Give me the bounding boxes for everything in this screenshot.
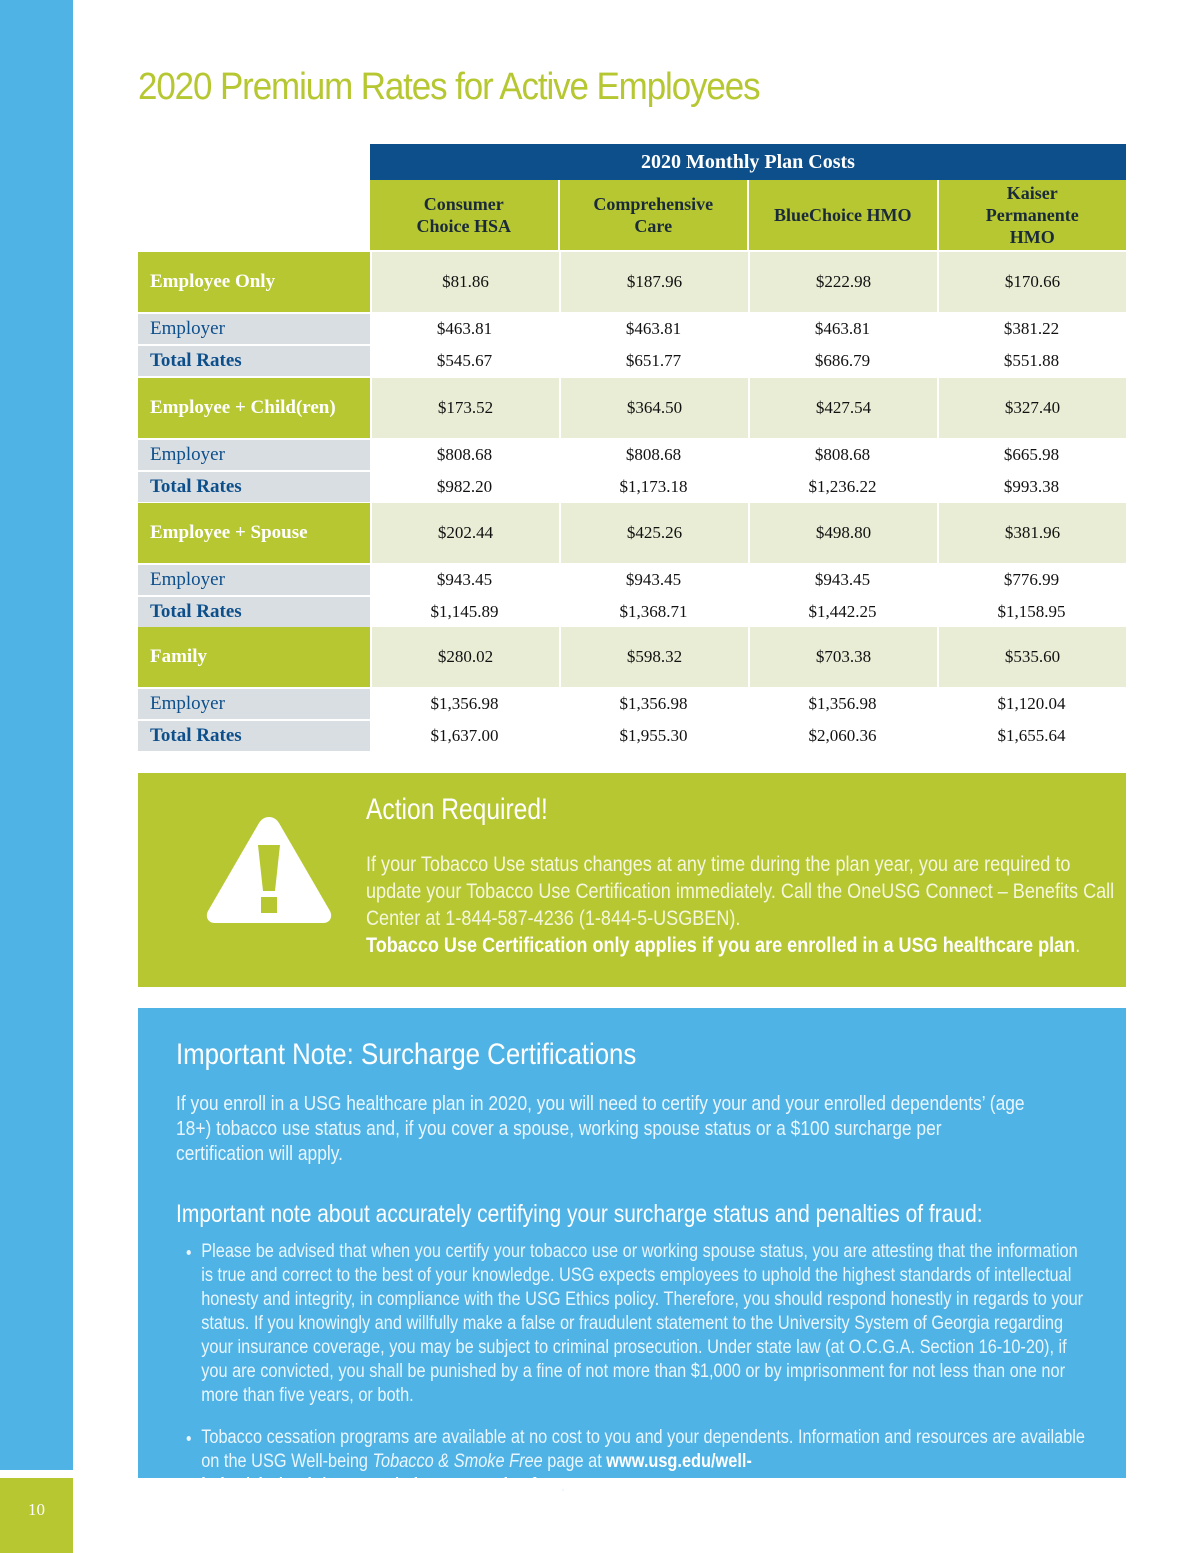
note-subheading: Important note about accurately certifying your surcharge status and penalties of fraud: (176, 1200, 983, 1228)
bullet-italic: Tobacco & Smoke Free (372, 1451, 543, 1472)
tier-cell: $81.86 (370, 252, 559, 312)
total-cell: $993.38 (1003, 477, 1060, 496)
total-cell: $1,158.95 (997, 602, 1066, 621)
total-row (138, 346, 1126, 376)
column-headers (370, 180, 1126, 250)
note-title: Important Note: Surcharge Certifications (176, 1038, 637, 1071)
column-header-kaiser-permanente-hmo: Kaiser Permanente HMO (937, 180, 1127, 250)
tier-row (138, 503, 1126, 563)
total-cell: $1,145.89 (430, 602, 499, 621)
rate-group-family (138, 627, 1126, 751)
employer-cell: $1,356.98 (430, 694, 499, 713)
tier-cell: $535.60 (937, 627, 1126, 687)
total-cell: $1,442.25 (808, 602, 877, 621)
total-label: Total Rates (138, 472, 370, 502)
bullet-text: Tobacco cessation programs are available at no cost to you and your dependents. Information and resources are available on the USG Well-being (201, 1427, 1085, 1472)
tier-row (138, 252, 1126, 312)
employer-label: Employer (138, 314, 370, 344)
tier-cell: $173.52 (370, 378, 559, 438)
total-label: Total Rates (138, 597, 370, 627)
tier-label: Employee + Child(ren) (138, 378, 370, 438)
total-cell: $686.79 (814, 351, 871, 370)
employer-cell: $808.68 (814, 445, 871, 464)
total-cell: $2,060.36 (808, 726, 877, 745)
employer-label: Employer (138, 440, 370, 470)
action-title: Action Required! (366, 793, 548, 826)
employer-cell: $1,356.98 (808, 694, 877, 713)
total-label: Total Rates (138, 721, 370, 751)
employer-label: Employer (138, 689, 370, 719)
note-body: If you enroll in a USG healthcare plan in 2020, you will need to certify your and your enrolled dependents’ (age 18+) tobacco use status and, if you cover a spouse, working spouse status or a $100 surcharge per certification will apply. (176, 1093, 1025, 1165)
page-title: 2020 Premium Rates for Active Employees (138, 66, 760, 108)
employer-row (138, 565, 1126, 595)
tier-cell: $498.80 (748, 503, 937, 563)
tier-cell: $381.96 (937, 503, 1126, 563)
tier-cell: $427.54 (748, 378, 937, 438)
bullet-text: page at (542, 1451, 607, 1472)
rate-group-employee-spouse (138, 503, 1126, 627)
rate-group-employee-only (138, 252, 1126, 376)
tier-cell: $202.44 (370, 503, 559, 563)
total-label: Total Rates (138, 346, 370, 376)
column-header-bluechoice-hmo: BlueChoice HMO (747, 180, 937, 250)
tier-cell: $222.98 (748, 252, 937, 312)
employer-cell: $463.81 (625, 319, 682, 338)
employer-row (138, 440, 1126, 470)
column-header-comprehensive-care: Comprehensive Care (558, 180, 748, 250)
employer-cell: $776.99 (1003, 570, 1060, 589)
employer-row (138, 689, 1126, 719)
employer-cell: $463.81 (814, 319, 871, 338)
employer-cell: $1,356.98 (619, 694, 688, 713)
tier-cell: $187.96 (559, 252, 748, 312)
action-body (366, 851, 1123, 959)
total-row (138, 721, 1126, 751)
employer-cell: $463.81 (436, 319, 493, 338)
employer-cell: $808.68 (625, 445, 682, 464)
employer-cell: $943.45 (625, 570, 682, 589)
total-cell: $1,368.71 (619, 602, 688, 621)
employer-row (138, 314, 1126, 344)
tier-cell: $364.50 (559, 378, 748, 438)
total-cell: $1,637.00 (430, 726, 499, 745)
tier-cell: $425.26 (559, 503, 748, 563)
warning-icon (204, 813, 334, 927)
page-number: 10 (28, 1500, 45, 1519)
total-cell: $1,955.30 (619, 726, 688, 745)
tier-cell: $703.38 (748, 627, 937, 687)
tier-label: Family (138, 627, 370, 687)
tier-cell: $280.02 (370, 627, 559, 687)
employer-cell: $381.22 (1003, 319, 1060, 338)
tier-cell: $170.66 (937, 252, 1126, 312)
tier-label: Employee Only (138, 252, 370, 312)
total-cell: $982.20 (436, 477, 493, 496)
tier-cell: $598.32 (559, 627, 748, 687)
tier-cell: $327.40 (937, 378, 1126, 438)
column-header-consumer-choice-hsa: Consumer Choice HSA (370, 180, 558, 250)
surcharge-note-box (138, 1008, 1126, 1496)
total-cell: $545.67 (436, 351, 493, 370)
employer-label: Employer (138, 565, 370, 595)
total-cell: $1,173.18 (619, 477, 688, 496)
tier-label: Employee + Spouse (138, 503, 370, 563)
list-item: • Please be advised that when you certify your tobacco use or working spouse status, you are attesting that the information is true and correct to the best of your knowledge. USG expects employees to uphold the highest standards of intellectual honesty and integrity, in compliance with the USG Ethics policy. Therefore, you should respond honestly in regards to your status. If you knowingly and willfully make a false or fraudulent statement to the University System of Georgia regarding your insurance coverage, you may be subject to criminal prosecution. Under state law (at O.C.G.A. Section 16-10-20), if you are convicted, you shall be punished by a fine of not more than $1,000 or by imprisonment for not less than one nor more than five years, or both. (201, 1240, 1087, 1408)
total-cell: $1,655.64 (997, 726, 1066, 745)
action-bold-note-end: . (1075, 934, 1081, 957)
rate-group-employee-children (138, 378, 1126, 502)
note-bullets (184, 1240, 1087, 1516)
action-bold-note: Tobacco Use Certification only applies if you are enrolled in a USG healthcare plan (366, 934, 1076, 957)
bullet-text: . (560, 1475, 566, 1496)
action-text: If your Tobacco Use status changes at any time during the plan year, you are required to update your Tobacco Use Certification immediately. Call the OneUSG Connect – Benefits Call Center at 1-844-587-4236 (1-844-5-USGBEN). (366, 853, 1115, 930)
tier-row (138, 627, 1126, 687)
total-cell: $651.77 (625, 351, 682, 370)
employer-cell: $943.45 (814, 570, 871, 589)
total-cell: $551.88 (1003, 351, 1060, 370)
tier-row (138, 378, 1126, 438)
employer-cell: $665.98 (1003, 445, 1060, 464)
wellbeing-link[interactable]: www.usg.edu/well-being/site/topic/category/tobacco_smoke_free (201, 1451, 752, 1496)
left-side-bar (0, 0, 73, 1470)
employer-cell: $808.68 (436, 445, 493, 464)
total-cell: $1,236.22 (808, 477, 877, 496)
table-header: 2020 Monthly Plan Costs (370, 144, 1126, 180)
employer-cell: $1,120.04 (997, 694, 1066, 713)
total-row (138, 472, 1126, 502)
list-item (201, 1426, 1087, 1498)
action-required-box (138, 773, 1126, 987)
total-row (138, 597, 1126, 627)
employer-cell: $943.45 (436, 570, 493, 589)
